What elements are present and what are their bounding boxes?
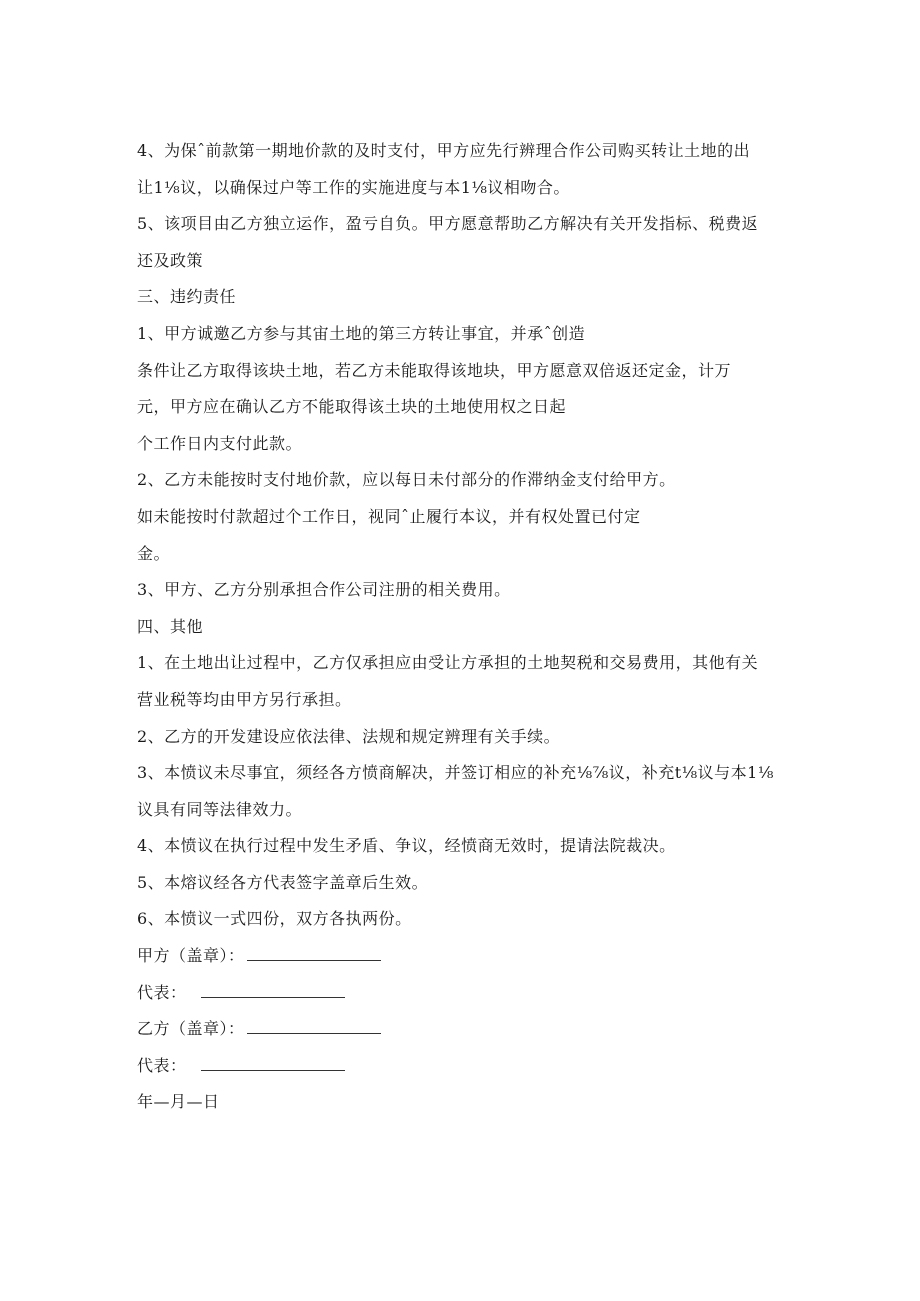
text-line: 6、本愤议一式四份，双方各执两份。 [137, 909, 412, 929]
document-body [137, 133, 797, 1121]
rep-b-signature [137, 1048, 797, 1085]
rep-a-label: 代表： [137, 982, 187, 1002]
text-line: 让1⅛议，以确保过户等工作的实施进度与本1⅛议相吻合。 [137, 177, 570, 197]
text-line: 4、为保ˆ前款第一期地价款的及时支付，甲方应先行辨理合作公司购买转让土地的出 [137, 141, 751, 160]
text-line: 2、乙方的开发建设应依法律、法规和规定辨理有关手续。 [137, 726, 561, 746]
text-line: 议具有同等法律效力。 [137, 799, 303, 819]
party-b-label: 乙方（盖章）： [137, 1019, 245, 1039]
party-a-signature [137, 938, 797, 975]
text-line: 个工作日内支付此款。 [137, 433, 303, 453]
text-line: 5、该项目由乙方独立运作，盈亏自负。甲方愿意帮助乙方解决有关开发指标、税费返 [137, 214, 759, 234]
text-line: 还及政策 [137, 250, 204, 270]
text-line: 条件让乙方取得该块土地，若乙方未能取得该地块，甲方愿意双倍返还定金，计万 [137, 360, 732, 380]
text-line: 5、本熔议经各方代表签字盖章后生效。 [137, 872, 429, 892]
text-line: 如未能按时付款超过个工作日，视同ˆ止履行本议，并有权处置已付定 [137, 506, 641, 526]
text-line: 3、本愤议未尽事宜，须经各方愤商解决，并签订相应的补充⅛⅞议，补充t⅛议与本1⅛ [137, 763, 774, 783]
rep-b-signature-blank[interactable] [201, 1056, 345, 1071]
rep-b-label: 代表： [137, 1055, 187, 1075]
text-line: 营业税等均由甲方另行承担。 [137, 689, 352, 709]
text-line: 1、甲方诚邀乙方参与其宙土地的第三方转让事宜，并承ˆ创造 [137, 323, 586, 343]
party-b-signature-blank[interactable] [247, 1019, 381, 1034]
rep-a-signature [137, 975, 797, 1012]
party-a-signature-blank[interactable] [247, 946, 381, 961]
text-line: 金。 [137, 543, 171, 563]
text-line: 1、在土地出让过程中，乙方仅承担应由受让方承担的土地契税和交易费用，其他有关 [137, 653, 759, 673]
date-line: 年—月—日 [137, 1092, 220, 1112]
section-heading: 四、其他 [137, 616, 204, 636]
section-heading: 三、违约责任 [137, 287, 237, 307]
text-line: 2、乙方未能按时支付地价款，应以每日未付部分的作滞纳金支付给甲方。 [137, 470, 676, 490]
text-line: 元，甲方应在确认乙方不能取得该土块的土地使用权之日起 [137, 397, 567, 417]
party-b-signature [137, 1011, 797, 1048]
text-line: 4、本愤议在执行过程中发生矛盾、争议，经愤商无效时，提请法院裁决。 [137, 836, 676, 856]
rep-a-signature-blank[interactable] [201, 983, 345, 998]
party-a-label: 甲方（盖章）： [137, 946, 245, 966]
text-line: 3、甲方、乙方分别承担合作公司注册的相关费用。 [137, 580, 511, 600]
